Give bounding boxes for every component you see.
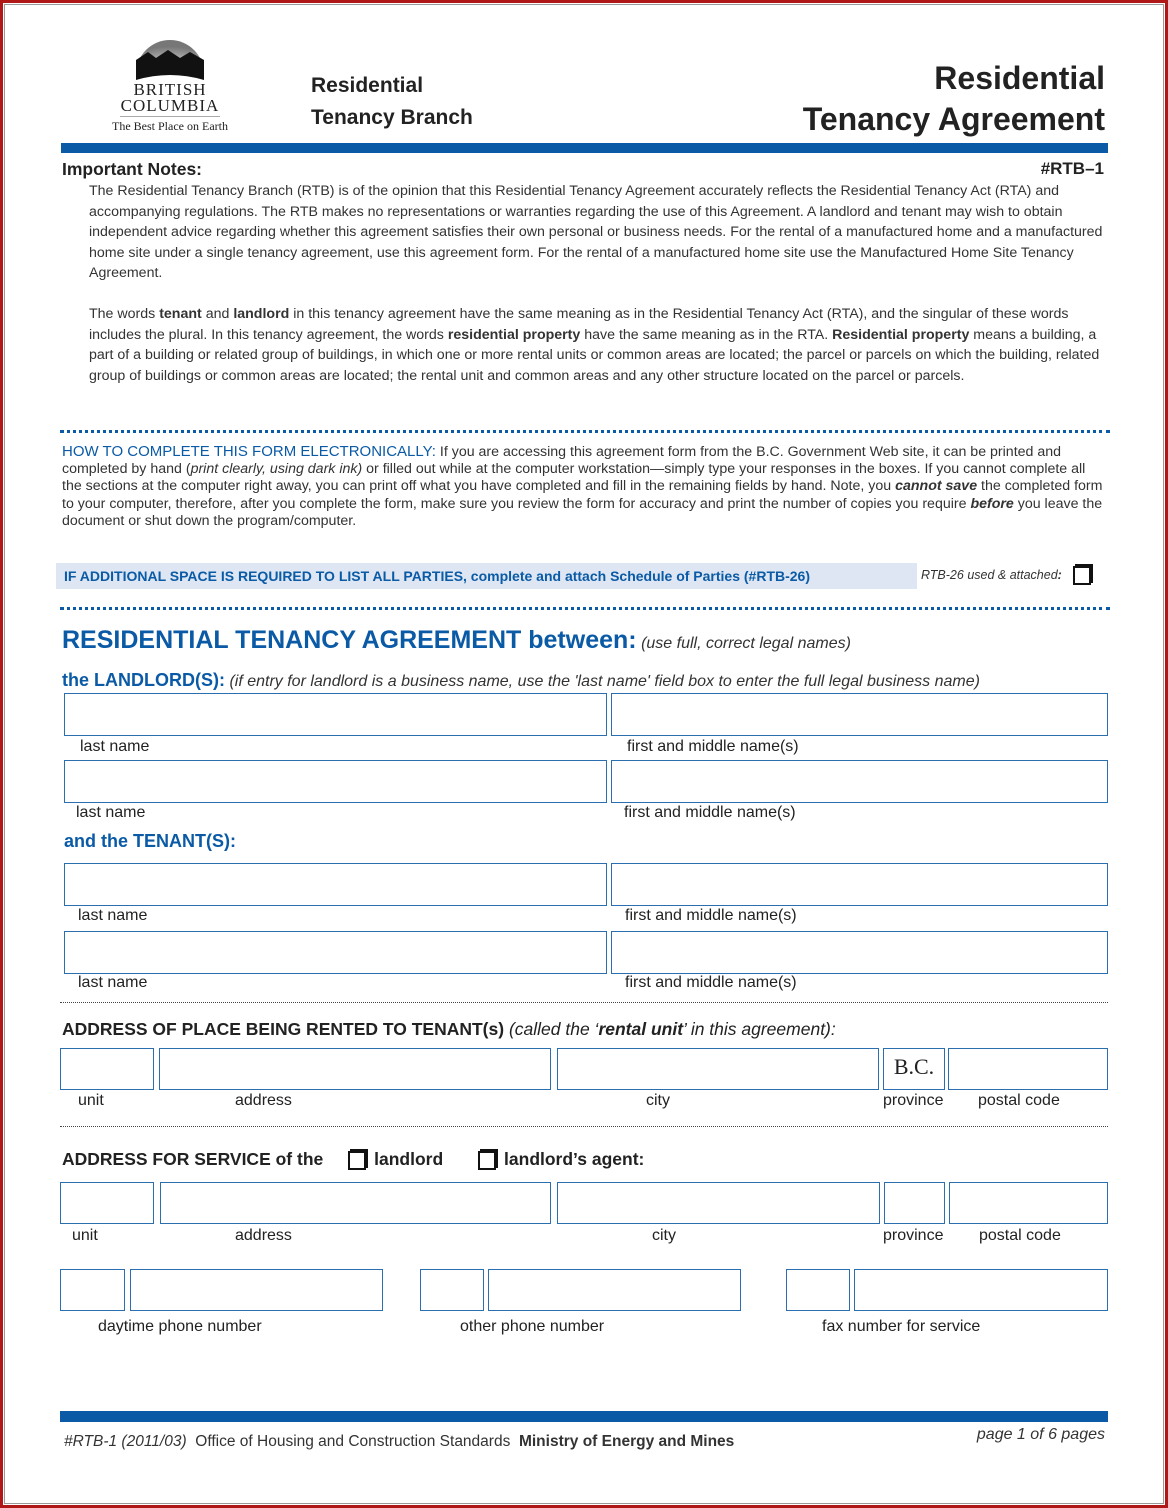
text: have the same meaning as in the RTA. — [580, 326, 833, 343]
fax-area-code-input[interactable] — [786, 1269, 850, 1311]
other-phone-input[interactable] — [488, 1269, 741, 1311]
text: means a building, a part of a building or related group of buildings, in which one or more rental units or common areas are located; the parcel or parcels on which the building, related group of buildings or common areas are located; the rental unit and common areas and any other structure located on the parcel or parcels. — [89, 326, 1100, 384]
header-rule — [61, 143, 1108, 153]
landlord-label: the LANDLORD(S): — [62, 670, 225, 690]
landlord-checkbox[interactable] — [348, 1151, 366, 1170]
bc-logo — [100, 34, 240, 134]
footer-form-id: #RTB-1 (2011/03) — [64, 1433, 187, 1450]
service-postal-input[interactable] — [949, 1182, 1108, 1224]
tenant2-first-name-input[interactable] — [611, 931, 1108, 974]
branch-line1: Residential — [311, 74, 424, 97]
landlord-note: (if entry for landlord is a business name, use the 'last name' field box to enter the full legal business name) — [229, 673, 980, 690]
banner-text: IF ADDITIONAL SPACE IS REQUIRED TO LIST ALL PARTIES, — [64, 568, 467, 584]
agreement-note: (use full, correct legal names) — [641, 635, 851, 652]
landlord1-last-name-input[interactable] — [64, 693, 607, 736]
text: or filled out while at the computer workstation—simply type your responses in the boxes. If you cannot complete all the sections at the computer right away, you can print off what you have completed and fill in the remaining fields by hand. Note, you — [62, 461, 1086, 495]
label-first-name: first and middle name(s) — [627, 738, 799, 755]
title-line2: Tenancy Agreement — [802, 101, 1105, 137]
footer-ministry: Ministry of Energy and Mines — [518, 1433, 735, 1450]
branch-name — [311, 70, 473, 134]
term-tenant: tenant — [159, 306, 202, 322]
label-unit: unit — [78, 1092, 104, 1109]
banner-text-b: complete and attach Schedule of Parties (#RTB-26) — [466, 568, 811, 584]
label-first-name: first and middle name(s) — [624, 804, 796, 821]
rental-address-input[interactable] — [159, 1048, 551, 1090]
text: the completed form to your computer, therefore, after you complete the form, make sure you review the form for accuracy and print the number of copies you require — [62, 478, 1103, 512]
rtb26-checkbox-row[interactable] — [921, 566, 1099, 585]
label-province: province — [883, 1227, 944, 1244]
divider — [60, 1002, 1108, 1003]
agreement-heading: RESIDENTIAL TENANCY AGREEMENT between: — [62, 626, 637, 654]
text: (called the ‘ — [504, 1019, 599, 1039]
rental-postal-input[interactable] — [948, 1048, 1108, 1090]
label-address: address — [235, 1227, 292, 1244]
label-first-name: first and middle name(s) — [625, 974, 797, 991]
landlord-option-label: landlord — [374, 1149, 444, 1169]
rental-heading: ADDRESS OF PLACE BEING RENTED TO TENANT(s) — [62, 1019, 505, 1039]
tenant1-first-name-input[interactable] — [611, 863, 1108, 906]
logo-tagline: The Best Place on Earth — [112, 119, 228, 133]
label-address: address — [235, 1092, 292, 1109]
tenant2-last-name-input[interactable] — [64, 931, 607, 974]
page-title — [803, 58, 1105, 140]
tenant1-last-name-input[interactable] — [64, 863, 607, 906]
agent-option-label: landlord’s agent: — [504, 1149, 645, 1169]
text: rental unit — [598, 1019, 684, 1039]
service-unit-input[interactable] — [60, 1182, 154, 1224]
rtb26-label: RTB-26 used & attached — [921, 567, 1058, 582]
rental-address-heading — [62, 1019, 836, 1040]
form-id: #RTB–1 — [1040, 159, 1104, 178]
divider — [60, 607, 1110, 610]
rtb26-checkbox[interactable] — [1073, 566, 1091, 585]
agreement-title — [62, 626, 851, 655]
logo-line1: BRITISH — [133, 80, 207, 99]
text: before — [970, 495, 1014, 512]
landlord-option[interactable] — [348, 1149, 443, 1169]
notes-paragraph-1: The Residential Tenancy Branch (RTB) is of the opinion that this Residential Tenancy Agreement accurately reflects the Residential Tenancy Act (RTA) and accompanying regulations. The RTB makes no representations or warranties regarding the use of this Agreement. A landlord and tenant may wish to obtain independent advice regarding whether this agreement satisfies their own personal or business needs. For the rental of a manufactured home and a manufactured home site under a single tenancy agreement, use this agreement form. For the rental of a manufactured home site use the Manufactured Home Site Tenancy Agreement. — [89, 183, 1103, 282]
notes-heading: Important Notes: — [62, 159, 202, 179]
term-landlord: landlord — [233, 306, 290, 322]
landlord1-first-name-input[interactable] — [611, 693, 1108, 736]
label-postal-code: postal code — [978, 1092, 1060, 1109]
divider — [60, 430, 1110, 433]
sunrise-mountains-icon — [134, 34, 206, 82]
footer-office: Office of Housing and Construction Standards — [195, 1433, 511, 1450]
term-residential-property: Residential property — [832, 326, 970, 343]
text: and — [201, 306, 234, 322]
text: cannot save — [895, 478, 978, 495]
label-city: city — [652, 1227, 676, 1244]
daytime-phone-input[interactable] — [130, 1269, 383, 1311]
landlord2-last-name-input[interactable] — [64, 760, 607, 803]
howto-heading: HOW TO COMPLETE THIS FORM ELECTRONICALLY: — [62, 443, 436, 460]
rental-unit-input[interactable] — [60, 1048, 154, 1090]
agent-option[interactable] — [478, 1149, 644, 1169]
tenant-label: and the TENANT(S): — [64, 831, 236, 851]
term-residential-property: residential property — [447, 326, 581, 343]
text: print clearly, using dark ink) — [190, 461, 363, 478]
label-city: city — [646, 1092, 670, 1109]
logo-line2: COLUMBIA — [120, 96, 220, 115]
howto-paragraph — [62, 443, 1107, 530]
service-heading-row — [62, 1149, 644, 1170]
daytime-area-code-input[interactable] — [60, 1269, 125, 1311]
label-postal-code: postal code — [979, 1227, 1061, 1244]
label-first-name: first and middle name(s) — [625, 907, 797, 924]
agent-checkbox[interactable] — [478, 1151, 496, 1170]
text: ’ in this agreement): — [683, 1019, 836, 1039]
text: in this tenancy agreement have the same meaning as in the Residential Tenancy Act (RTA), and the singular of these words includes the plural. In this tenancy agreement, the words — [89, 306, 1069, 343]
branch-line2: Tenancy Branch — [311, 106, 473, 129]
province-value: B.C. — [893, 1054, 935, 1079]
rental-city-input[interactable] — [557, 1048, 879, 1090]
label-other-phone: other phone number — [460, 1318, 605, 1335]
colon: : — [1057, 567, 1062, 582]
title-line1: Residential — [934, 60, 1105, 96]
service-address-input[interactable] — [160, 1182, 551, 1224]
other-area-code-input[interactable] — [420, 1269, 484, 1311]
footer-rule — [60, 1411, 1108, 1422]
label-last-name: last name — [76, 804, 146, 821]
label-last-name: last name — [80, 738, 150, 755]
label-unit: unit — [72, 1227, 98, 1244]
landlord2-first-name-input[interactable] — [611, 760, 1108, 803]
label-last-name: last name — [78, 907, 148, 924]
label-daytime-phone: daytime phone number — [98, 1318, 262, 1335]
label-last-name: last name — [78, 974, 148, 991]
text: The words — [89, 306, 160, 322]
service-city-input[interactable] — [557, 1182, 880, 1224]
service-province-input[interactable] — [884, 1182, 945, 1224]
landlord-label-row — [62, 670, 980, 691]
page-number: page 1 of 6 pages — [976, 1426, 1105, 1443]
label-fax: fax number for service — [822, 1318, 981, 1335]
label-province: province — [883, 1092, 944, 1109]
footer-left — [64, 1433, 734, 1451]
divider — [60, 1126, 1108, 1127]
additional-parties-banner — [56, 563, 917, 589]
service-heading: ADDRESS FOR SERVICE of the — [62, 1149, 324, 1169]
notes-paragraph-2 — [89, 304, 1109, 386]
fax-number-input[interactable] — [854, 1269, 1108, 1311]
text: If you are accessing this agreement form from the B.C. Government Web site, it can be printed and completed by hand ( — [62, 444, 1062, 478]
rental-province-input[interactable] — [883, 1048, 945, 1090]
text: you leave the document or shut down the program/computer. — [62, 495, 1103, 529]
